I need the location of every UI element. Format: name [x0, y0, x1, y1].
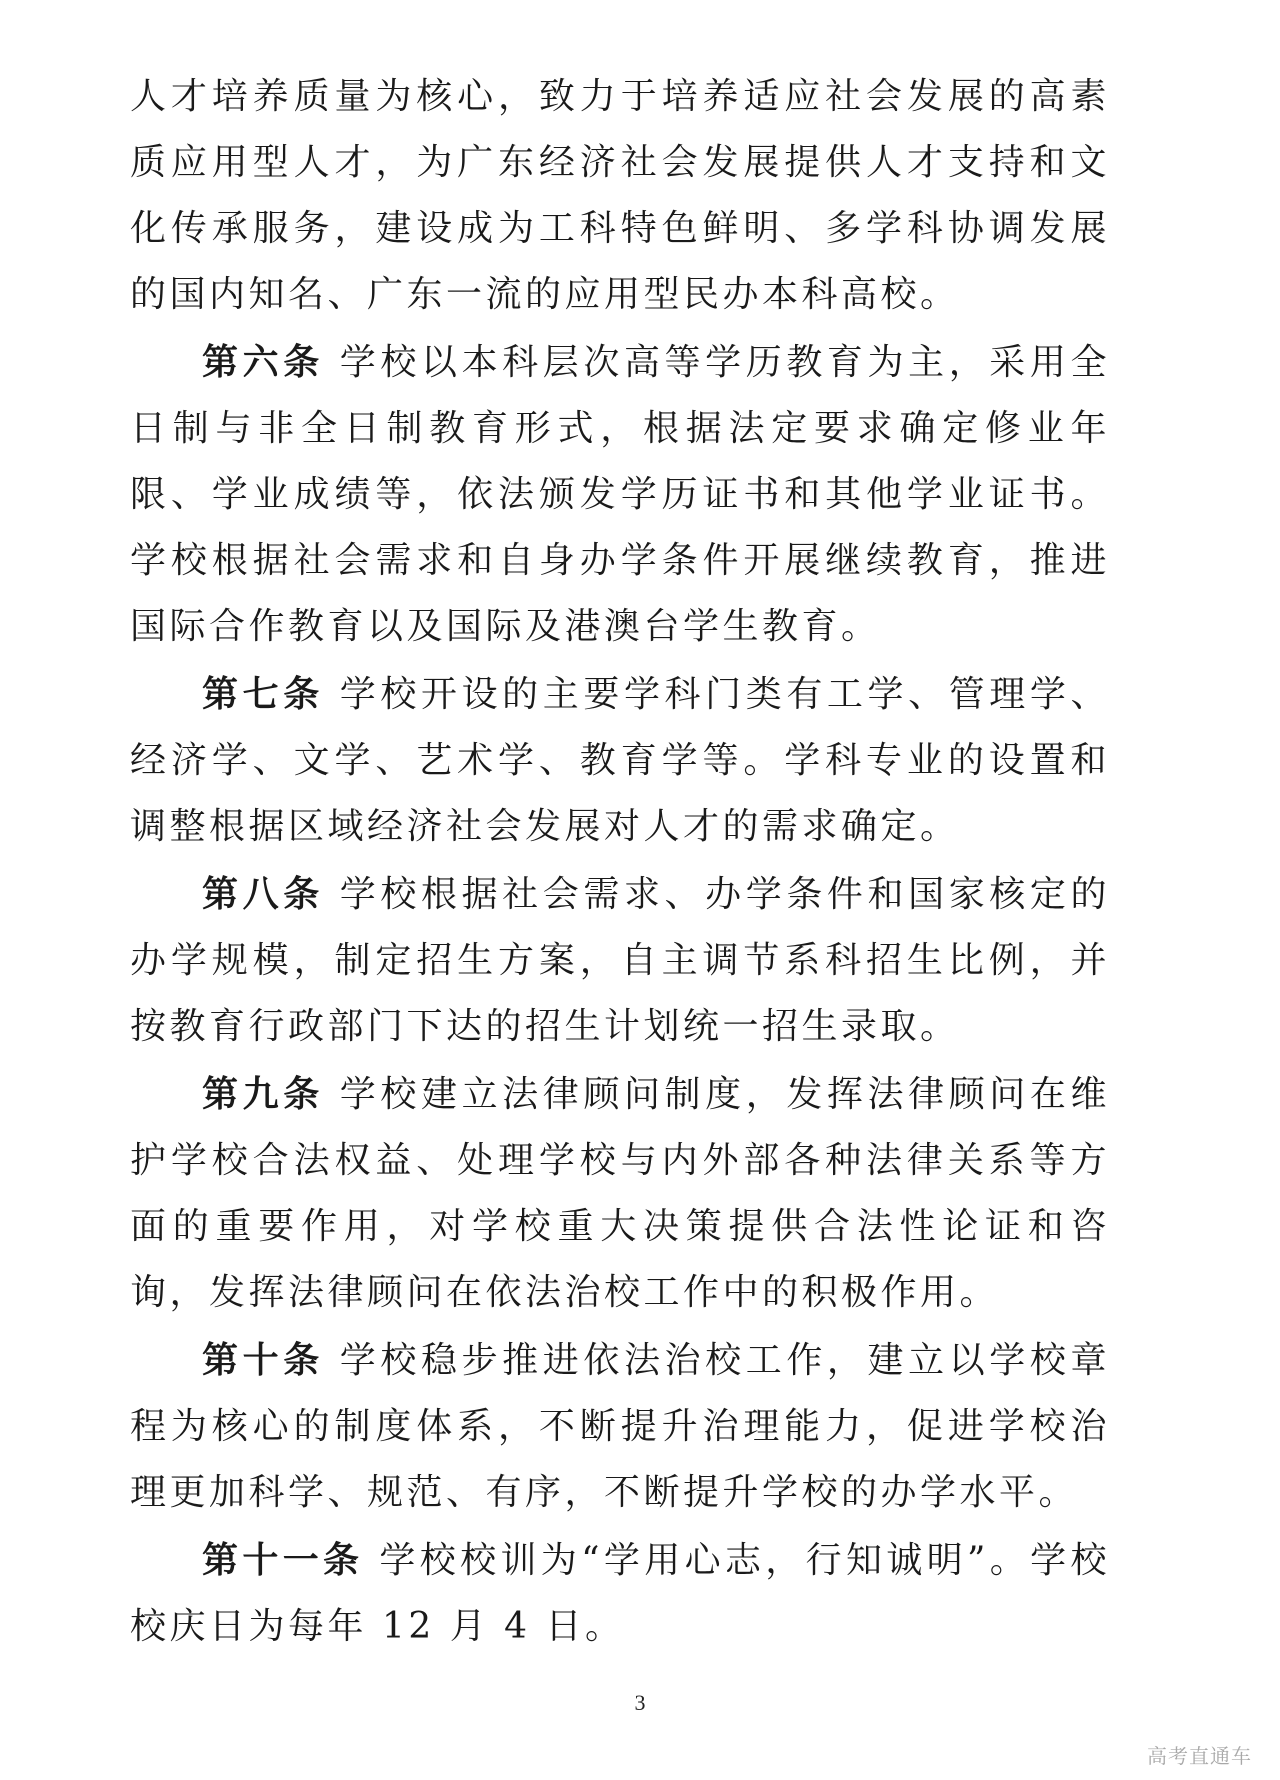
article-text: 学校建立法律顾问制度，发挥法律顾问在维护学校合法权益、处理学校与内外部各种法律关系等方面的重要作用，对学校重大决策提供合法性论证和咨询，发挥法律顾问在依法治校工作中的积极作用。: [130, 1074, 1110, 1313]
watermark: 高考直通车: [1147, 1744, 1252, 1768]
page-number: 3: [634, 1690, 646, 1715]
article-6: [130, 329, 1110, 660]
article-text: 学校开设的主要学科门类有工学、管理学、经济学、文学、艺术学、教育学等。学科专业的设置和调整根据区域经济社会发展对人才的需求确定。: [130, 674, 1110, 847]
article-text: 学校稳步推进依法治校工作，建立以学校章程为核心的制度体系，不断提升治理能力，促进学校治理更加科学、规范、有序，不断提升学校的办学水平。: [130, 1340, 1110, 1513]
paragraph-text: 人才培养质量为核心，致力于培养适应社会发展的高素质应用型人才，为广东经济社会发展提供人才支持和文化传承服务，建设成为工科特色鲜明、多学科协调发展的国内知名、广东一流的应用型民办本科高校。: [130, 76, 1110, 315]
article-label: 第七条: [202, 673, 324, 715]
article-label: 第十一条: [202, 1539, 364, 1581]
article-10: [130, 1327, 1110, 1526]
article-text: 学校根据社会需求、办学条件和国家核定的办学规模，制定招生方案，自主调节系科招生比例，并按教育行政部门下达的招生计划统一招生录取。: [130, 874, 1110, 1047]
document-body: [130, 64, 1110, 1661]
article-11: [130, 1527, 1110, 1660]
article-text: 学校校训为“学用心志，行知诚明”。学校校庆日为每年 12 月 4 日。: [130, 1540, 1110, 1647]
article-label: 第九条: [202, 1073, 324, 1115]
article-label: 第十条: [202, 1339, 324, 1381]
article-7: [130, 661, 1110, 860]
article-text: 学校以本科层次高等学历教育为主，采用全日制与非全日制教育形式，根据法定要求确定修业年限、学业成绩等，依法颁发学历证书和其他学业证书。学校根据社会需求和自身办学条件开展继续教育，推进国际合作教育以及国际及港澳台学生教育。: [130, 342, 1110, 647]
paragraph-continuation: [130, 64, 1110, 328]
article-label: 第六条: [202, 341, 324, 383]
article-label: 第八条: [202, 873, 324, 915]
article-8: [130, 861, 1110, 1060]
article-9: [130, 1061, 1110, 1326]
